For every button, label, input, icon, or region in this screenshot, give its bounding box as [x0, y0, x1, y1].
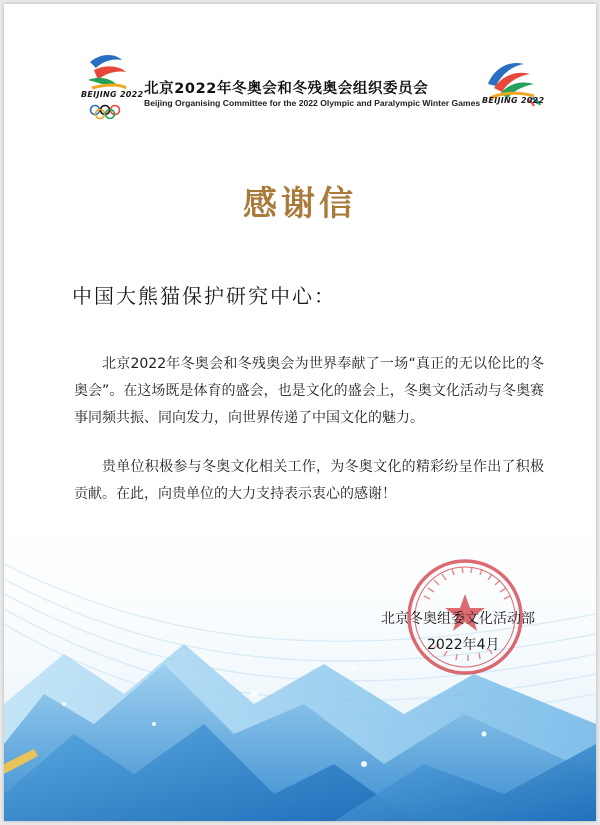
letter-paragraph-1: 北京2022年冬奥会和冬残奥会为世界奉献了一场“真正的无以伦比的冬奥会”。在这场既是体育的盛会，也是文化的盛会上，冬奥文化活动与冬奥赛事同频共振、同向发力，向世界传递了中国文化的魅力。	[74, 356, 544, 426]
letter-title: 感谢信	[243, 184, 357, 224]
signature-department: 北京冬奥组委文化活动部	[381, 611, 535, 627]
recipient-line: 中国大熊猫保护研究中心：	[72, 284, 336, 308]
organizing-committee-name-cn: 北京2022年冬奥会和冬残奥会组织委员会	[144, 81, 429, 97]
organizing-committee-name-en: Beijing Organising Committee for the 2022 Olympic and Paralympic Winter Games	[144, 98, 481, 108]
letter-paragraph-2: 贵单位积极参与冬奥文化相关工作，为冬奥文化的精彩纷呈作出了积极贡献。在此，向贵单位的大力支持表示衷心的感谢！	[74, 459, 544, 502]
beijing-2022-olympic-emblem-icon	[76, 48, 138, 120]
letter-page	[4, 4, 596, 821]
logo-right-caption: BEIJING 2022	[482, 96, 545, 105]
logo-left-caption: BEIJING 2022	[81, 90, 144, 99]
signature-date: 2022年4月	[427, 637, 500, 653]
